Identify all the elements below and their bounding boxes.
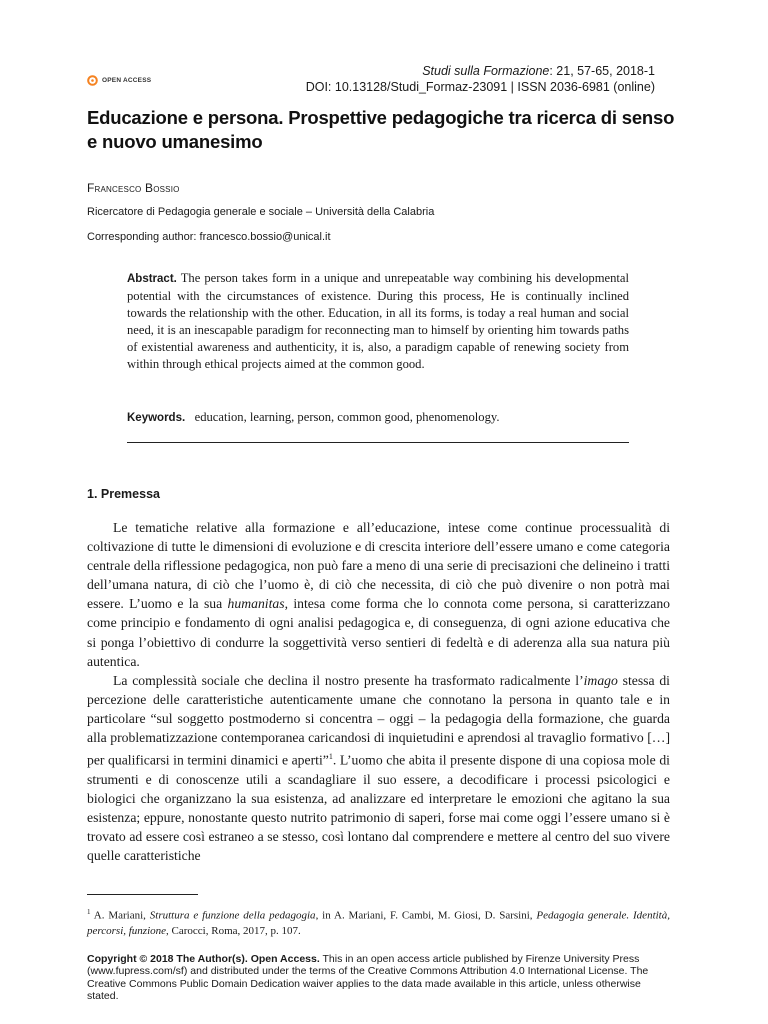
open-access-icon: [87, 75, 98, 86]
keywords-label: Keywords.: [127, 412, 186, 424]
paragraph: La complessità sociale che declina il nostro presente ha trasformato radicalmente l’imago stessa di percezione delle caratteristiche autenticamente umane che connotano la persona in quanto tale e in particolare “sul soggetto postmoderno si concentra – oggi – la pedagogia della formazione, che guarda alla problematizzazione contemporanea caricandosi di inquietudini e aprendosi al travaglio formativo […] per qualificarsi in termini dinamici e aperti”$^1$. L’uomo che abita il presente dispone di una copiosa mole di strumenti e di conoscenze utili a scandagliare il suo essere, a decodificare i processi psicologici e biologici che organizzano la sua esistenza, ad analizzare ed interpretare le emozioni che agitano la sua esistenza; eppure, nonostante questo nutrito patrimonio di saperi, forse mai come oggi l’essere umano si è trovato ad essere così estraneo a se stesso, così lontano dal comprendere e mettere al centro del suo vivere quelle caratteristiche: [87, 672, 670, 864]
abstract-text: The person takes form in a unique and unrepeatable way combining his developmental potential with the circumstances of existence. During this process, He is continually inclined towards the relationship with the other. Education, in all its forms, is today a real human and social need, it is an inescapable paradigm for reconnecting man to himself by orienting him towards paths of existential awareness and authenticity, it is, also, a paradigm capable of renewing society from within through ethical projects aimed at the common good.: [127, 271, 629, 371]
journal-name: Studi sulla Formazione: [422, 64, 550, 78]
section-heading: 1. Premessa: [87, 487, 160, 501]
keywords: [127, 410, 629, 425]
copyright-notice: [87, 953, 670, 1003]
doi-line[interactable]: DOI: 10.13128/Studi_Formaz-23091 | ISSN 2036-6981 (online): [305, 80, 655, 94]
footnote-ref[interactable]: 1: [328, 752, 333, 762]
article-title: Educazione e persona. Prospettive pedagogiche tra ricerca di senso e nuovo umanesimo: [87, 107, 675, 152]
open-access-label: OPEN ACCESS: [102, 77, 152, 84]
journal-info: [306, 63, 655, 95]
keywords-text: education, learning, person, common good, phenomenology.: [194, 410, 500, 424]
footnote-number: 1: [87, 908, 91, 916]
open-access-logo: [87, 75, 151, 86]
corresponding-author[interactable]: Corresponding author: francesco.bossio@unical.it: [87, 231, 331, 243]
paragraph: Le tematiche relative alla formazione e all’educazione, intese come continue processualità di coltivazione di tutte le dimensioni di evoluzione e di crescita interiore dell’essere umano e come categoria centrale della riflessione pedagogica, non può fare a meno di una serie di precisazioni che delineino i tratti dell’umana natura, di ciò che l’uomo è, di ciò che necessita, di ciò che può divenire o non potrà mai essere. L’uomo e la sua humanitas, intesa come forma che lo connota come persona, si caratterizzano come principio e fondamento di ogni analisi pedagogica e, di conseguenza, di ogni azione educativa che si ponga l’obiettivo di condurre la soggettività verso sentieri di fedeltà e di aderenza alla sua natura più autentica.: [87, 520, 671, 669]
abstract-divider: [127, 442, 629, 443]
footnote-divider: [87, 894, 198, 895]
italic-term: humanitas: [227, 596, 285, 612]
abstract: [127, 270, 629, 373]
journal-issue: : 21, 57-65, 2018-1: [549, 64, 655, 78]
author-affiliation: Ricercatore di Pedagogia generale e sociale – Università della Calabria: [87, 206, 435, 218]
italic-term: imago: [583, 672, 618, 688]
copyright-text: This in an open access article published by Firenze University Press (www.fupress.com/sf) and distributed under the terms of the Creative Commons Attribution 4.0 International License. The Creative Commons Public Domain Dedication waiver applies to the data made available in this article, unless otherwise stated.: [87, 953, 649, 1003]
author-name: Francesco Bossio: [87, 181, 180, 195]
copyright-bold: Copyright © 2018 The Author(s). Open Access.: [87, 953, 320, 965]
abstract-label: Abstract.: [127, 273, 177, 285]
footnote: $^1$ A. Mariani, Struttura e funzione della pedagogia, in A. Mariani, F. Cambi, M. Giosi, D. Sarsini, Pedagogia generale. Identità, percorsi, funzione, Carocci, Roma, 2017, p. 107.: [87, 908, 670, 937]
body-text: [87, 518, 670, 865]
